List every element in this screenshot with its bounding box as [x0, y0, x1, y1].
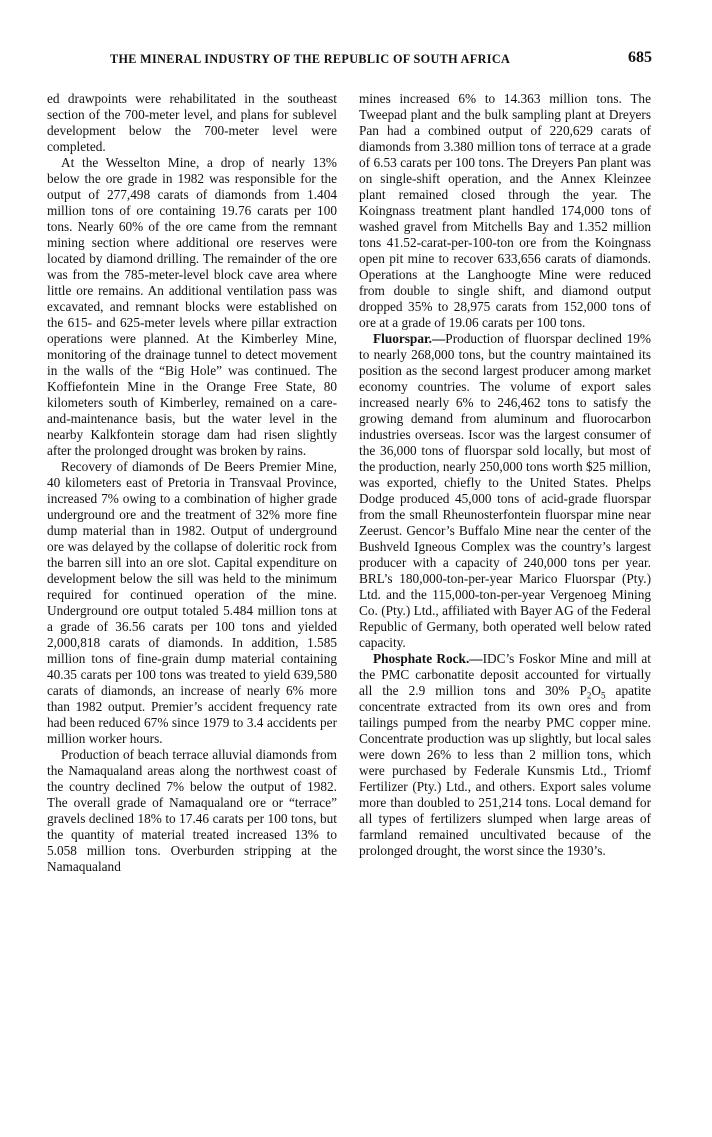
phosphate-text-part1: IDC’s Foskor Mine and mill at the PMC carbonatite deposit accounted for virtually all the 2.9 million tons and 30% P	[359, 651, 652, 698]
formula-oxygen: O	[591, 683, 602, 698]
page-header	[110, 50, 652, 70]
page-number: 685	[628, 49, 652, 66]
fluorspar-heading: Fluorspar.—	[373, 331, 446, 346]
paragraph-wesselton: At the Wesselton Mine, a drop of nearly 13% below the ore grade in 1982 was responsible for the output of 277,498 carats of diamonds from 1.404 million tons of ore containing 19.76 carats per 100 tons. Nearly 60% of the ore came from the remnant mining section where additional ore reserves were located by diamond drilling. The remainder of the ore was from the 785-meter-level block cave area where little ore remains. An additional ventilation pass was excavated, and remnant blocks were established on the 615- and 625-meter levels where pillar extraction operations were planned. At the Kimberley Mine, monitoring of the drainage tunnel to detect movement in the walls of the “Big Hole” was continued. The Koffiefontein Mine in the Orange Free State, 80 kilometers south of Kimberley, remained on a care-and-maintenance basis, but the water level in the nearby Kalkfontein storage dam had risen slightly after the prolonged drought was broken by rains.	[47, 155, 337, 458]
paragraph-namaqualand-continued: mines increased 6% to 14.363 million tons. The Tweepad plant and the bulk sampling plant at Dreyers Pan had a combined output of 220,629 carats of diamonds from 3.380 million tons of terrace at a grade of 6.53 carats per 100 tons. The Dreyers Pan plant was on single-shift operation, and the Annex Kleinzee plant remained closed through the year. The Koingnass treatment plant handled 174,000 tons of washed gravel from Mitchells Bay and 1.352 million tons 41.52-carat-per-100-ton ore from the Koingnass open pit mine to recover 633,656 carats of diamonds. Operations at the Langhoogte Mine were reduced from double to single shift, and diamond output dropped 35% to 28,975 carats from 152,000 tons of ore at a grade of 19.06 carats per 100 tons.	[359, 91, 651, 330]
paragraph-fluorspar	[359, 331, 651, 651]
left-column	[47, 91, 337, 875]
paragraph-premier: Recovery of diamonds of De Beers Premier Mine, 40 kilometers east of Pretoria in Transvaal Province, increased 7% owing to a combination of higher grade underground ore and the treatment of 32% more fine dump material than in 1982. Output of underground ore was delayed by the collapse of doleritic rock from the barren sill into an ore slot. Capital expenditure on development below the sill was held to the minimum required for continued operation of the mine. Underground ore output totaled 5.484 million tons at a grade of 36.56 carats per 100 tons and yielded 2,000,818 carats of diamonds. In addition, 1.585 million tons of fine-grain dump material containing 40.35 carats per 100 tons was treated to yield 639,580 carats of diamonds, an increase of nearly 6% more than 1982 output. Premier’s accident frequency rate had been reduced 67% since 1979 to 3.4 accidents per million worker hours.	[47, 459, 337, 746]
phosphate-text-part2: apatite concentrate extracted from its own ores and from tailings pumped from the nearby PMC copper mine. Concentrate production was up slightly, but local sales were down 26% to less than 2 million tons, which were purchased by Federale Kunsmis Ltd., Triomf Fertilizer (Pty.) Ltd., and others. Export sales volume more than doubled to 251,214 tons. Local demand for all types of fertilizers slumped when large areas of farmland remained uncultivated because of the prolonged drought, the worst since the 1930’s.	[359, 683, 651, 858]
paragraph-drawpoints: ed drawpoints were rehabilitated in the southeast section of the 700-meter level, and plans for sublevel development below the 700-meter level were completed.	[47, 91, 337, 154]
fluorspar-text: Production of fluorspar declined 19% to nearly 268,000 tons, but the country maintained its position as the second largest producer among market economy countries. The volume of export sales increased nearly 6% to 246,462 tons to satisfy the growing demand from aluminum and fluorocarbon industries overseas. Iscor was the largest consumer of the 36,000 tons of fluorspar sold locally, but most of the production, nearly 250,000 tons worth $25 million, was exported, chiefly to the United States. Phelps Dodge produced 45,000 tons of acid-grade fluorspar from the small Rheunosterfontein fluorspar mine near Zeerust. Gencor’s Buffalo Mine near the center of the Bushveld Igneous Complex was the country’s largest producer with a capacity of 240,000 tons per year. BRL’s 180,000-ton-per-year Marico Fluorspar (Pty.) Ltd. and the 115,000-ton-per-year Vergenoeg Mining Co. (Pty.) Ltd., affiliated with Bayer AG of the Federal Republic of Germany, both operated well below rated capacity.	[359, 331, 651, 650]
paragraph-phosphate-rock	[359, 651, 651, 859]
subscript-2: 2	[586, 690, 592, 701]
right-column	[359, 91, 651, 859]
subscript-5: 5	[601, 690, 606, 701]
phosphate-heading: Phosphate Rock.—	[373, 651, 483, 666]
paragraph-namaqualand: Production of beach terrace alluvial diamonds from the Namaqualand areas along the northwest coast of the country declined 7% below the output of 1982. The overall grade of Namaqualand ore or “terrace” gravels declined 18% to 17.46 carats per 100 tons, but the quantity of material treated increased 13% to 5.058 million tons. Overburden stripping at the Namaqualand	[47, 747, 337, 874]
running-head: THE MINERAL INDUSTRY OF THE REPUBLIC OF SOUTH AFRICA	[110, 52, 511, 66]
